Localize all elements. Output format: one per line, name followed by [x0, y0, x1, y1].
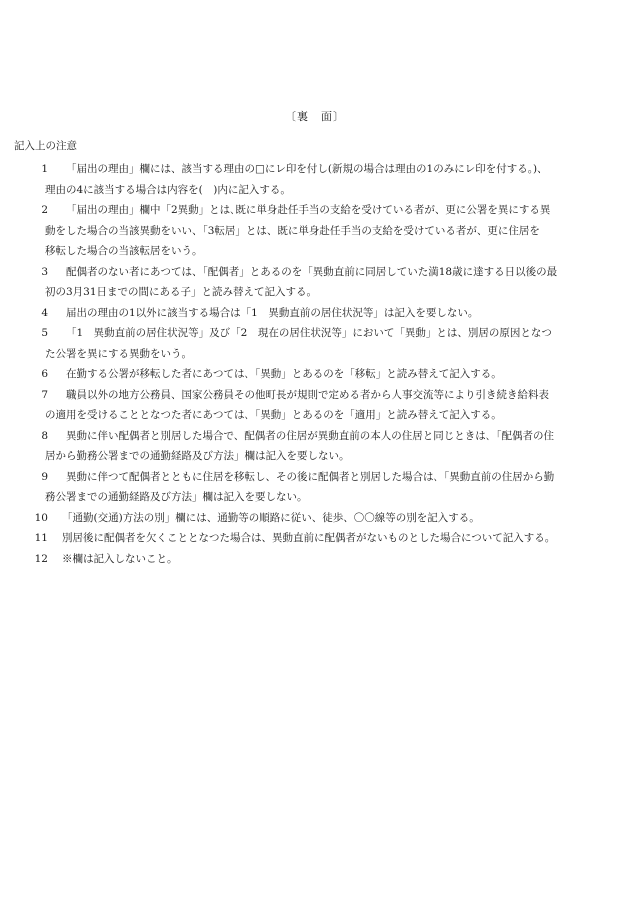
note-line: 届出の理由の1以外に該当する場合は「1 異動直前の居住状況等」は記入を要しない。	[66, 306, 479, 319]
note-text	[62, 528, 624, 549]
note-text	[66, 364, 624, 385]
note-line: 「届出の理由」欄には、該当する理由の□にレ印を付し(新規の場合は理由の1のみにレ印を付する。)、	[66, 163, 548, 175]
note-text	[45, 467, 624, 508]
note-text	[45, 323, 624, 364]
note-text	[45, 385, 624, 426]
note-item	[0, 262, 630, 303]
note-line: 職員以外の地方公務員、国家公務員その他町長が規則で定める者から人事交流等により引き続き給料表	[66, 388, 549, 401]
note-line: 移転した場合の当該転居をいう。	[45, 245, 203, 257]
note-line: 「1 異動直前の居住状況等」及び「2 現在の居住状況等」において「異動」とは、別居の原因となつ	[66, 327, 552, 339]
note-number: 5	[41, 327, 48, 339]
note-item	[0, 323, 630, 364]
note-text	[45, 262, 624, 303]
note-number: 9	[41, 470, 48, 483]
note-number: 1	[41, 163, 48, 175]
note-text	[45, 159, 624, 200]
note-number: 8	[41, 429, 48, 442]
note-line: 務公署までの通勤経路及び方法」欄は記入を要しない。	[45, 491, 308, 503]
note-item	[0, 467, 630, 508]
note-line: 居から勤務公署までの通勤経路及び方法」欄は記入を要しない。	[45, 450, 350, 462]
note-number: 6	[41, 368, 48, 380]
note-item	[0, 385, 630, 426]
note-number: 7	[41, 388, 48, 401]
note-text	[45, 200, 624, 262]
note-line: 理由の4に該当する場合は内容を( )内に記入する。	[45, 183, 291, 196]
note-text	[66, 303, 624, 324]
note-line: 異動に伴つて配偶者とともに住居を移転し、その後に配偶者と別居した場合は､「異動直前の住居から勤	[66, 470, 555, 483]
note-text	[62, 508, 624, 529]
note-line: 「通勤(交通)方法の別」欄には、通勤等の順路に従い、徒歩、〇〇線等の別を記入する。	[62, 511, 480, 524]
note-item	[0, 303, 630, 324]
note-line: 在勤する公署が移転した者にあつては､「異動」とあるのを「移転」と読み替えて記入する。	[66, 368, 502, 380]
note-item	[0, 426, 630, 467]
note-line: 配偶者のない者にあつては、「配偶者」とあるのを「異動直前に同居していた満18歳に達する日以後の最	[66, 265, 558, 278]
note-number: 10	[34, 511, 48, 524]
note-item	[0, 508, 630, 529]
page-heading: 〔裏 面〕	[285, 110, 345, 123]
note-line: 別居後に配偶者を欠くこととなつた場合は、異動直前に配偶者がないものとした場合について記入する。	[62, 532, 556, 544]
note-line: 動をした場合の当該異動をいい、「3転居」とは、既に単身赴任手当の支給を受けている者が、更に住居を	[45, 224, 540, 237]
note-number: 4	[41, 306, 48, 319]
note-line: の適用を受けることとなつた者にあつては､「異動」とあるのを「適用」と読み替えて記入する。	[45, 409, 502, 421]
note-line: ※欄は記入しないこと。	[62, 552, 178, 565]
note-item	[0, 549, 630, 570]
note-text	[45, 426, 624, 467]
note-line: 初の3月31日までの間にある子」と読み替えて記入する。	[45, 286, 318, 298]
notes-list	[0, 159, 630, 569]
note-number: 11	[34, 532, 48, 544]
note-text	[62, 549, 624, 570]
note-item	[0, 200, 630, 262]
note-line: た公署を異にする異動をいう。	[45, 347, 192, 360]
note-item	[0, 528, 630, 549]
section-title: 記入上の注意	[14, 140, 77, 152]
note-number: 12	[34, 552, 48, 565]
note-item	[0, 159, 630, 200]
note-number: 3	[41, 265, 48, 278]
note-line: 異動に伴い配偶者と別居した場合で、配偶者の住居が異動直前の本人の住居と同じときは､「配偶者の住	[66, 429, 555, 442]
note-item	[0, 364, 630, 385]
note-number: 2	[41, 204, 48, 216]
note-line: 「届出の理由」欄中「2異動」とは､既に単身赴任手当の支給を受けている者が、更に公署を異にする異	[66, 204, 551, 216]
